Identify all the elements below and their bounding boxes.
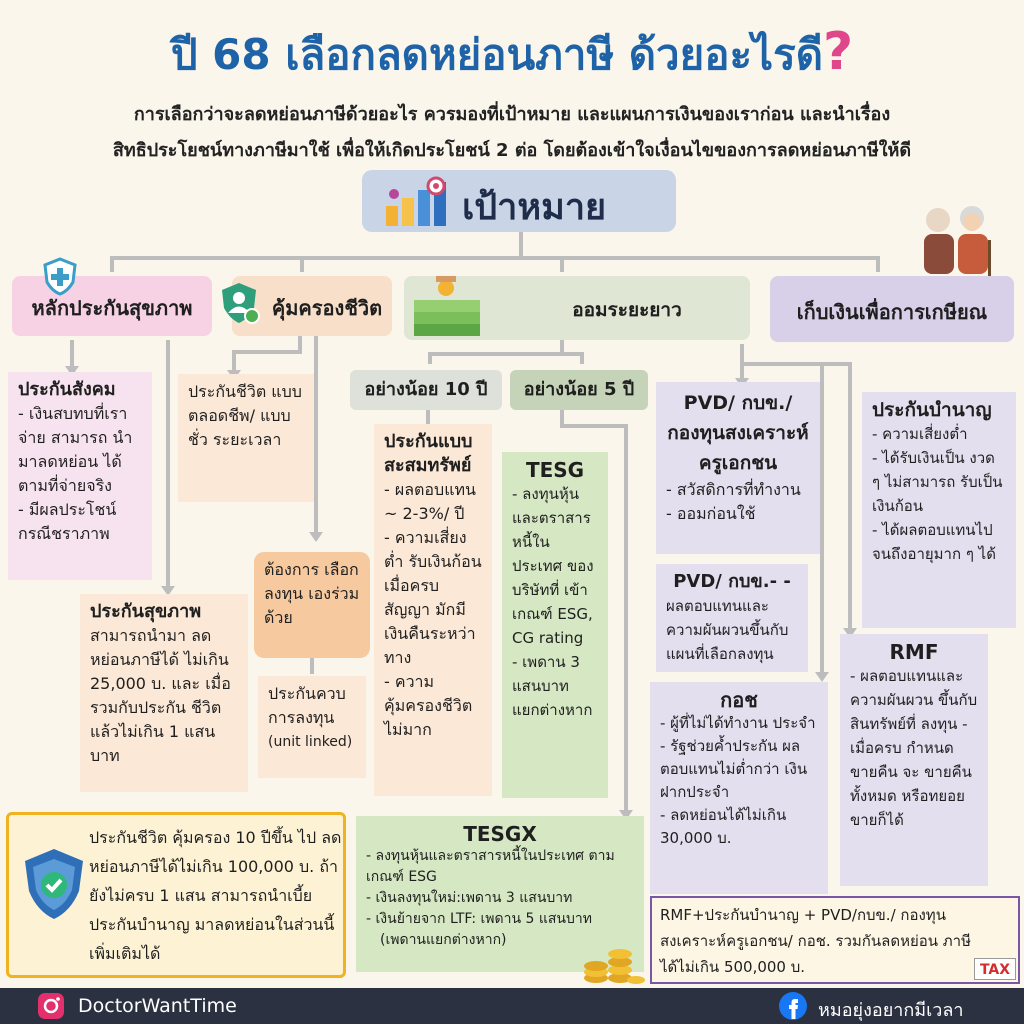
connector xyxy=(310,658,314,674)
connector xyxy=(428,352,584,356)
rmf-box xyxy=(840,634,988,886)
connector xyxy=(110,256,880,260)
connector xyxy=(624,424,628,814)
goal-label: เป้าหมาย xyxy=(462,187,607,228)
tesgx-title: TESGX xyxy=(463,822,537,846)
gor-or-chor-item: - รัฐช่วยค้ำประกัน ผลตอบแทนไม่ต่ำกว่า เงินฝากประจำ xyxy=(660,737,808,801)
social-security-item: - มีผลประโชน์ กรณีชราภาพ xyxy=(18,500,117,543)
pvd-item: - สวัสดิการที่ทำงาน xyxy=(666,480,801,499)
self-invest-body: ต้องการ เลือกลงทุน เองร่วมด้วย xyxy=(264,560,360,627)
rmf-body: - ผลตอบแทนและ ความผันผวน ขึ้นกับสินทรัพย์ที่ ลงทุน - เมื่อครบ กำหนดขายคืน จะ ขายคืนทั้งหมด หรือทยอยขายก็ได้ xyxy=(850,667,978,829)
connector xyxy=(300,258,304,272)
social-security-item: - เงินสบทบที่เรา จ่าย สามารถ นำมาลดหย่อน ได้ตามที่จ่ายจริง xyxy=(18,404,133,495)
facebook-page-name[interactable]: หมอยุ่งอยากมีเวลา xyxy=(818,1000,964,1021)
pvd-plan-box xyxy=(656,564,808,672)
connector xyxy=(110,258,114,272)
connector xyxy=(428,352,432,364)
instagram-icon[interactable] xyxy=(36,992,66,1020)
gor-or-chor-item: - ผู้ที่ไม่ได้ทำงาน ประจำ xyxy=(660,714,816,732)
tesgx-item: - เงินลงทุนใหม่:เพดาน 3 แสนบาท xyxy=(366,890,573,906)
tesgx-note: (เพดานแยกต่างหาก) xyxy=(380,932,507,948)
goal-box xyxy=(362,170,676,232)
life-insurance-box xyxy=(178,374,314,502)
health-insurance-title: ประกันสุขภาพ xyxy=(90,601,202,622)
pvd-plan-body: ผลตอบแทนและ ความผันผวนขึ้นกับ แผนที่เลือกลงทุน xyxy=(666,597,789,663)
page-title xyxy=(0,22,1024,88)
unit-linked-body: ประกันควบ การลงทุน xyxy=(268,684,346,727)
unit-linked-box xyxy=(258,676,366,778)
category-retirement xyxy=(770,276,1014,342)
connector xyxy=(876,258,880,272)
tesg-title: TESG xyxy=(525,458,585,482)
min-5-years-tag: อย่างน้อย 5 ปี xyxy=(510,370,648,410)
money-stack-icon xyxy=(410,276,484,338)
social-security-box xyxy=(8,372,152,580)
tax-label: TAX xyxy=(974,958,1016,980)
combined-deduction-note xyxy=(650,896,1020,984)
connector xyxy=(232,350,302,354)
subtitle-line-1: การเลือกว่าจะลดหย่อนภาษีด้วยอะไร ควรมองที่เป้าหมาย และแผนการเงินของเราก่อน และนำเรื่อง xyxy=(133,104,891,125)
gor-or-chor-item: - ลดหย่อนได้ไม่เกิน 30,000 บ. xyxy=(660,806,787,847)
endowment-item: - ความเสี่ยง ต่ำ รับเงินก้อน เมื่อครบ สัญญา มักมี เงินคืนระหว่า ทาง xyxy=(384,528,482,667)
endowment-item: - ผลตอบแทน ~ 2-3%/ ปี xyxy=(384,480,476,523)
pvd-plan-title: PVD/ กบข.- - xyxy=(673,571,791,592)
tesgx-item: - ลงทุนหุ้นและตราสารหนี้ในประเทศ ตามเกณฑ์ ESG xyxy=(366,848,615,885)
endowment-box xyxy=(374,424,492,796)
life-deduction-note xyxy=(6,812,346,978)
life-insurance-body: ประกันชีวิต แบบตลอดชีพ/ แบบชั่ว ระยะเวลา xyxy=(188,382,302,449)
social-security-title: ประกันสังคม xyxy=(18,379,116,400)
endowment-item: - ความ คุ้มครองชีวิต ไม่มาก xyxy=(384,672,473,739)
annuity-item: - ความเสี่ยงต่ำ xyxy=(872,425,968,443)
connector xyxy=(848,364,852,392)
self-invest-box xyxy=(254,552,370,658)
unit-linked-note: (unit linked) xyxy=(268,734,353,750)
combined-deduction-text: RMF+ประกันบำนาญ + PVD/กบข./ กองทุน สงเคราะห์ครูเอกชน/ กอช. รวมกันลดหย่อน ภาษีได้ไม่เกิน 500,000 บ. xyxy=(660,906,971,976)
arrow-down-icon xyxy=(815,672,829,682)
connector xyxy=(820,364,824,676)
facebook-icon[interactable] xyxy=(778,991,808,1021)
connector xyxy=(740,362,852,366)
connector xyxy=(848,364,852,632)
subtitle-line-2: สิทธิประโยชน์ทางภาษีมาใช้ เพื่อให้เกิดประโยชน์ 2 ต่อ โดยต้องเข้าใจเงื่อนไขของการลดหย่อนภาษีให้ดี xyxy=(112,140,912,161)
annuity-box xyxy=(862,392,1016,628)
tesg-item: - เพดาน 3 แสนบาท แยกต่างหาก xyxy=(512,653,593,719)
annuity-title: ประกันบำนาญ xyxy=(872,399,992,421)
footer-bar xyxy=(0,988,1024,1024)
gor-or-chor-title: กอช xyxy=(720,688,758,712)
gor-or-chor-box xyxy=(650,682,828,894)
category-health-label: หลักประกันสุขภาพ xyxy=(31,296,193,320)
connector xyxy=(560,424,628,428)
health-insurance-box xyxy=(80,594,248,792)
connector xyxy=(580,352,584,364)
endowment-title: ประกันแบบ สะสมทรัพย์ xyxy=(384,431,473,476)
pvd-item: - ออมก่อนใช้ xyxy=(666,504,756,523)
annuity-item: - ได้รับเงินเป็น งวด ๆ ไม่สามารถ รับเป็นเงินก้อน xyxy=(872,449,1003,515)
title-text: ปี 68 เลือกลดหย่อนภาษี ด้วยอะไรดี xyxy=(170,30,823,79)
rmf-title: RMF xyxy=(889,640,939,664)
health-insurance-body: สามารถนำมา ลดหย่อนภาษีได้ ไม่เกิน 25,000 บ. และ เมื่อรวมกับประกัน ชีวิต แล้วไม่เกิน 1 แสนบาท xyxy=(90,626,231,765)
min-10-years-tag: อย่างน้อย 10 ปี xyxy=(350,370,502,410)
elderly-couple-icon xyxy=(912,200,998,278)
shield-check-icon xyxy=(19,845,89,925)
pvd-title: PVD/ กบข./ กองทุนสงเคราะห์ ครูเอกชน xyxy=(667,392,809,474)
tesgx-item: - เงินย้ายจาก LTF: เพดาน 5 แสนบาท xyxy=(366,911,592,927)
connector xyxy=(560,258,564,272)
instagram-handle[interactable]: DoctorWantTime xyxy=(78,995,237,1017)
category-life-label: คุ้มครองชีวิต xyxy=(271,296,383,320)
connector xyxy=(314,336,318,536)
growth-chart-icon xyxy=(380,176,450,228)
shield-user-icon xyxy=(216,280,262,326)
tesg-box xyxy=(502,452,608,798)
connector xyxy=(740,344,744,364)
annuity-item: - ได้ผลตอบแทนไป จนถึงอายุมาก ๆ ได้ xyxy=(872,521,996,563)
title-question-mark: ? xyxy=(822,22,854,82)
pvd-box xyxy=(656,382,820,554)
connector xyxy=(519,232,523,258)
connector xyxy=(426,410,430,424)
connector xyxy=(166,340,170,590)
arrow-down-icon xyxy=(309,532,323,542)
shield-plus-icon xyxy=(40,256,80,296)
tesg-item: - ลงทุนหุ้น และตราสาร หนี้ใน ประเทศ ของ บริษัทที่ เข้าเกณฑ์ ESG, CG rating xyxy=(512,485,594,647)
category-retirement-label: เก็บเงินเพื่อการเกษียณ xyxy=(796,300,988,324)
gold-coins-icon xyxy=(580,938,646,986)
life-deduction-note-text: ประกันชีวิต คุ้มครอง 10 ปีขึ้น ไป ลดหย่อนภาษีได้ไม่เกิน 100,000 บ. ถ้ายังไม่ครบ 1 แสน สามารถนำเบี้ยประกันบำนาญ มาลดหย่อนในส่วนนี้เพิ่มเติมได้ xyxy=(89,828,342,963)
category-savings-label: ออมระยะยาว xyxy=(572,299,682,321)
